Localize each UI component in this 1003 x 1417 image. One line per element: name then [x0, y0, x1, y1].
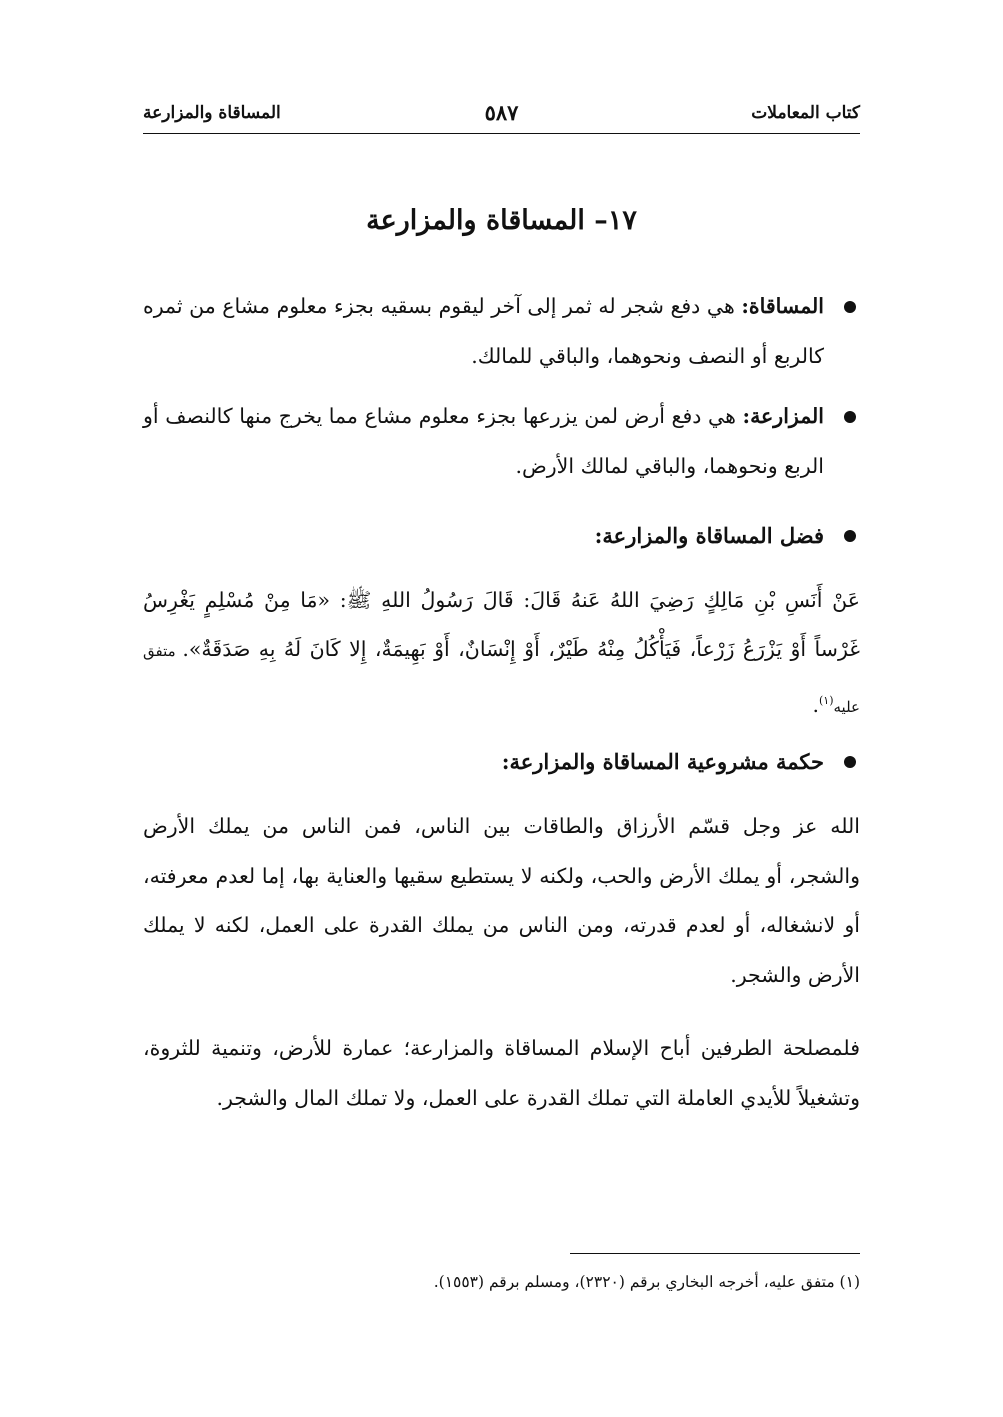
hadith-source: متفق عليه [143, 642, 860, 716]
virtue-heading-text: فضل المساقاة والمزارعة: [594, 523, 824, 548]
definition-text: هي دفع شجر له ثمر إلى آخر ليقوم بسقيه بجزء معلوم مشاع من ثمره كالربع أو النصف ونحوهما، والباقي للمالك. [143, 294, 824, 368]
footnote-mark: (١) [819, 694, 834, 707]
definition-text: هي دفع أرض لمن يزرعها بجزء معلوم مشاع مما يخرج منها كالنصف أو الربع ونحوهما، والباقي لمالك الأرض. [143, 404, 824, 478]
definition-term: المزارعة: [742, 404, 824, 428]
virtue-heading [143, 516, 860, 556]
running-header-section-title: المساقاة والمزارعة [143, 103, 281, 123]
hadith-text [143, 576, 860, 732]
bullet-icon [844, 411, 856, 423]
wisdom-paragraph-2: فلمصلحة الطرفين أباح الإسلام المساقاة والمزارعة؛ عمارة للأرض، وتنمية للثروة، وتشغيلاً للأيدي العاملة التي تملك القدرة على العمل، ولا تملك المال والشجر. [143, 1036, 860, 1110]
bullet-icon [844, 530, 856, 542]
definition-muzaraah [143, 392, 860, 491]
page-number: ٥٨٧ [484, 100, 519, 125]
wisdom-heading-text: حكمة مشروعية المساقاة والمزارعة: [501, 749, 824, 774]
wisdom-paragraph-1: الله عز وجل قسّم الأرزاق والطاقات بين الناس، فمن الناس من يملك الأرض والشجر، أو يملك الأرض والحب، ولكنه لا يستطيع سقيها والعناية بها، إما لعدم معرفته، أو لانشغاله، أو لعدم قدرته، ومن الناس من يملك القدرة على العمل، لكنه لا يملك الأرض والشجر. [143, 814, 860, 987]
definition-musaqah [143, 282, 860, 381]
chapter-title: ١٧– المساقاة والمزارعة [366, 205, 637, 236]
definition-term: المساقاة: [741, 294, 824, 318]
footnote-1: (١) متفق عليه، أخرجه البخاري برقم (٢٣٢٠)، ومسلم برقم (١٥٥٣). [433, 1273, 860, 1291]
running-header-book-title: كتاب المعاملات [751, 103, 860, 123]
bullet-icon [844, 301, 856, 313]
hadith-body: عَنْ أَنَسِ بْنِ مَالِكٍ رَضِيَ اللهُ عَنهُ قَالَ: قَالَ رَسُولُ اللهِ ﷺ: «مَا مِنْ مُسْلِمٍ يَغْرِسُ غَرْساً أَوْ يَزْرَعُ زَرْعاً، فَيَأْكُلُ مِنْهُ طَيْرٌ، أَوْ إِنْسَانٌ، أَوْ بَهِيمَةٌ، إِلا كَانَ لَهُ بِهِ صَدَقَةٌ». [143, 588, 860, 661]
wisdom-heading [143, 742, 860, 782]
hadith-end-mark: . [812, 692, 819, 717]
bullet-icon [844, 756, 856, 768]
header-rule [143, 133, 860, 134]
footnote-rule [570, 1253, 860, 1254]
